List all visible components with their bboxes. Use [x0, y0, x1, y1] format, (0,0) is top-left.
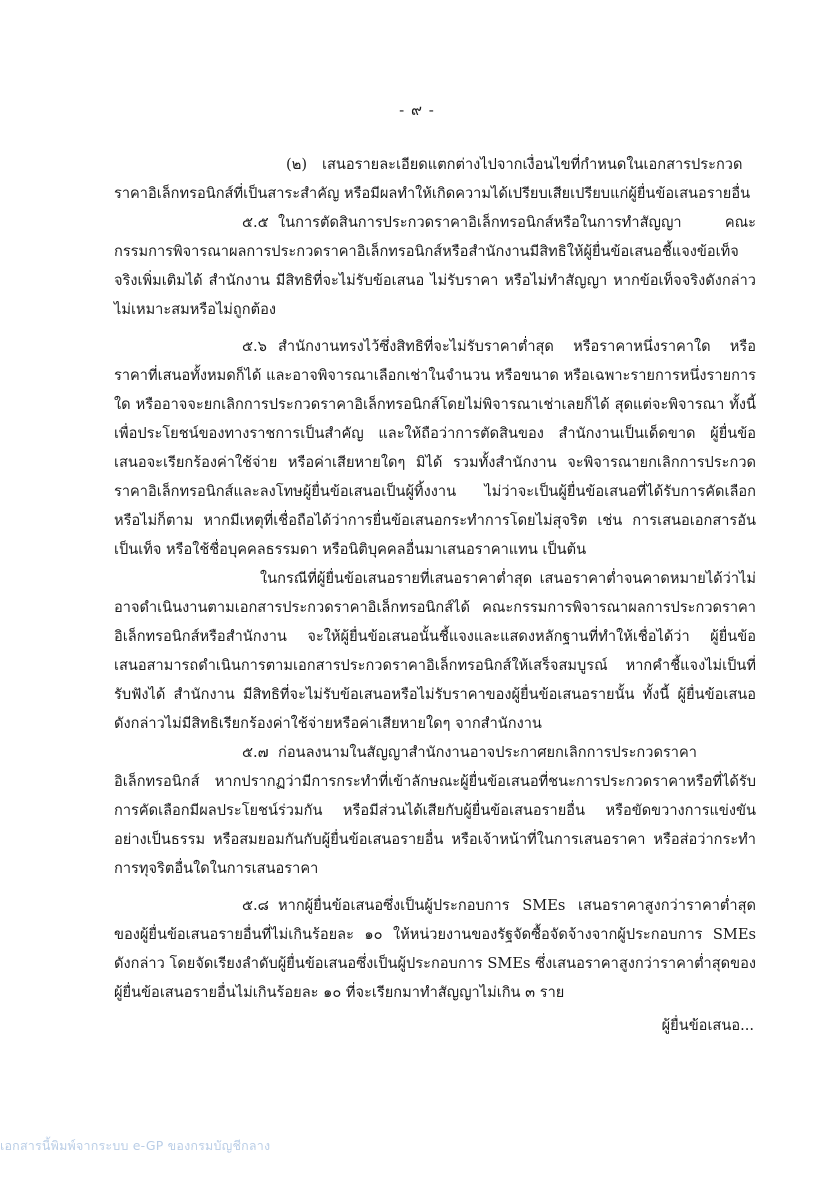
paragraph-clause-5-6 [114, 332, 756, 564]
paragraph-lowest-bid [114, 564, 756, 738]
paragraph-text: สำนักงานทรงไว้ซึ่งสิทธิที่จะไม่รับราคาต่ำสุด หรือราคาหนึ่งราคาใด หรือราคาที่เสนอทั้งหมดก็ได้ และอาจพิจารณาเลือกเช่าในจำนวน หรือขนาด หรือเฉพาะรายการหนึ่งรายการใด หรืออาจจะยกเลิกการประกวดราคาอิเล็กทรอนิกส์โดยไม่พิจารณาเช่าเลยก็ได้ สุดแต่จะพิจารณา ทั้งนี้ เพื่อประโยชน์ของทางราชการเป็นสำคัญ และให้ถือว่าการตัดสินของ สำนักงานเป็นเด็ดขาด ผู้ยื่นข้อเสนอจะเรียกร้องค่าใช้จ่าย หรือค่าเสียหายใดๆ มิได้ รวมทั้งสำนักงาน จะพิจารณายกเลิกการประกวดราคาอิเล็กทรอนิกส์และลงโทษผู้ยื่นข้อเสนอเป็นผู้ทิ้งงาน ไม่ว่าจะเป็นผู้ยื่นข้อเสนอที่ได้รับการคัดเลือกหรือไม่ก็ตาม หากมีเหตุที่เชื่อถือได้ว่าการยื่นข้อเสนอกระทำการโดยไม่สุจริต เช่น การเสนอเอกสารอันเป็นเท็จ หรือใช้ชื่อบุคคลธรรมดา หรือนิติบุคคลอื่นมาเสนอราคาแทน เป็นต้น [114, 338, 756, 558]
clause-number: ๕.๕ [242, 214, 269, 231]
paragraph-sub-2 [114, 150, 756, 208]
paragraph-clause-5-5 [114, 208, 756, 324]
paragraph-text: เสนอรายละเอียดแตกต่างไปจากเงื่อนไขที่กำหนดในเอกสารประกวดราคาอิเล็กทรอนิกส์ที่เป็นสาระสำคัญ หรือมีผลทำให้เกิดความได้เปรียบเสียเปรียบแก่ผู้ยื่นข้อเสนอรายอื่น [114, 156, 751, 202]
clause-number: (๒) [286, 156, 308, 173]
clause-number: ๕.๘ [242, 897, 269, 914]
clause-number: ๕.๖ [242, 338, 267, 355]
continuation-text: ผู้ยื่นข้อเสนอ... [661, 1017, 754, 1034]
footer-watermark: เอกสารนี้พิมพ์จากระบบ e-GP ของกรมบัญชีกลาง [0, 1138, 271, 1153]
page-number: - ๙ - [399, 101, 435, 119]
document-body [114, 150, 756, 1007]
paragraph-clause-5-7 [114, 738, 756, 883]
clause-number: ๕.๗ [242, 744, 269, 761]
paragraph-clause-5-8 [114, 891, 756, 1007]
paragraph-text: ในกรณีที่ผู้ยื่นข้อเสนอรายที่เสนอราคาต่ำสุด เสนอราคาต่ำจนคาดหมายได้ว่าไม่อาจดำเนินงานตามเอกสารประกวดราคาอิเล็กทรอนิกส์ได้ คณะกรรมการพิจารณาผลการประกวดราคาอิเล็กทรอนิกส์หรือสำนักงาน จะให้ผู้ยื่นข้อเสนอนั้นชี้แจงและแสดงหลักฐานที่ทำให้เชื่อได้ว่า ผู้ยื่นข้อเสนอสามารถดำเนินการตามเอกสารประกวดราคาอิเล็กทรอนิกส์ให้เสร็จสมบูรณ์ หากคำชี้แจงไม่เป็นที่รับฟังได้ สำนักงาน มีสิทธิที่จะไม่รับข้อเสนอหรือไม่รับราคาของผู้ยื่นข้อเสนอรายนั้น ทั้งนี้ ผู้ยื่นข้อเสนอดังกล่าวไม่มีสิทธิเรียกร้องค่าใช้จ่ายหรือค่าเสียหายใดๆ จากสำนักงาน [114, 570, 756, 732]
paragraph-text: ก่อนลงนามในสัญญาสำนักงานอาจประกาศยกเลิกการประกวดราคาอิเล็กทรอนิกส์ หากปรากฏว่ามีการกระทำที่เข้าลักษณะผู้ยื่นข้อเสนอที่ชนะการประกวดราคาหรือที่ได้รับการคัดเลือกมีผลประโยชน์ร่วมกัน หรือมีส่วนได้เสียกับผู้ยื่นข้อเสนอรายอื่น หรือขัดขวางการแข่งขันอย่างเป็นธรรม หรือสมยอมกันกับผู้ยื่นข้อเสนอรายอื่น หรือเจ้าหน้าที่ในการเสนอราคา หรือส่อว่ากระทำการทุจริตอื่นใดในการเสนอราคา [114, 744, 756, 877]
paragraph-text: หากผู้ยื่นข้อเสนอซึ่งเป็นผู้ประกอบการ SMEs เสนอราคาสูงกว่าราคาต่ำสุดของผู้ยื่นข้อเสนอรายอื่นที่ไม่เกินร้อยละ ๑๐ ให้หน่วยงานของรัฐจัดซื้อจัดจ้างจากผู้ประกอบการ SMEs ดังกล่าว โดยจัดเรียงลำดับผู้ยื่นข้อเสนอซึ่งเป็นผู้ประกอบการ SMEs ซึ่งเสนอราคาสูงกว่าราคาต่ำสุดของผู้ยื่นข้อเสนอรายอื่นไม่เกินร้อยละ ๑๐ ที่จะเรียกมาทำสัญญาไม่เกิน ๓ ราย [114, 897, 756, 1001]
paragraph-text: ในการตัดสินการประกวดราคาอิเล็กทรอนิกส์หรือในการทำสัญญา คณะกรรมการพิจารณาผลการประกวดราคาอิเล็กทรอนิกส์หรือสำนักงานมีสิทธิให้ผู้ยื่นข้อเสนอชี้แจงข้อเท็จจริงเพิ่มเติมได้ สำนักงาน มีสิทธิที่จะไม่รับข้อเสนอ ไม่รับราคา หรือไม่ทำสัญญา หากข้อเท็จจริงดังกล่าว ไม่เหมาะสมหรือไม่ถูกต้อง [114, 214, 756, 318]
